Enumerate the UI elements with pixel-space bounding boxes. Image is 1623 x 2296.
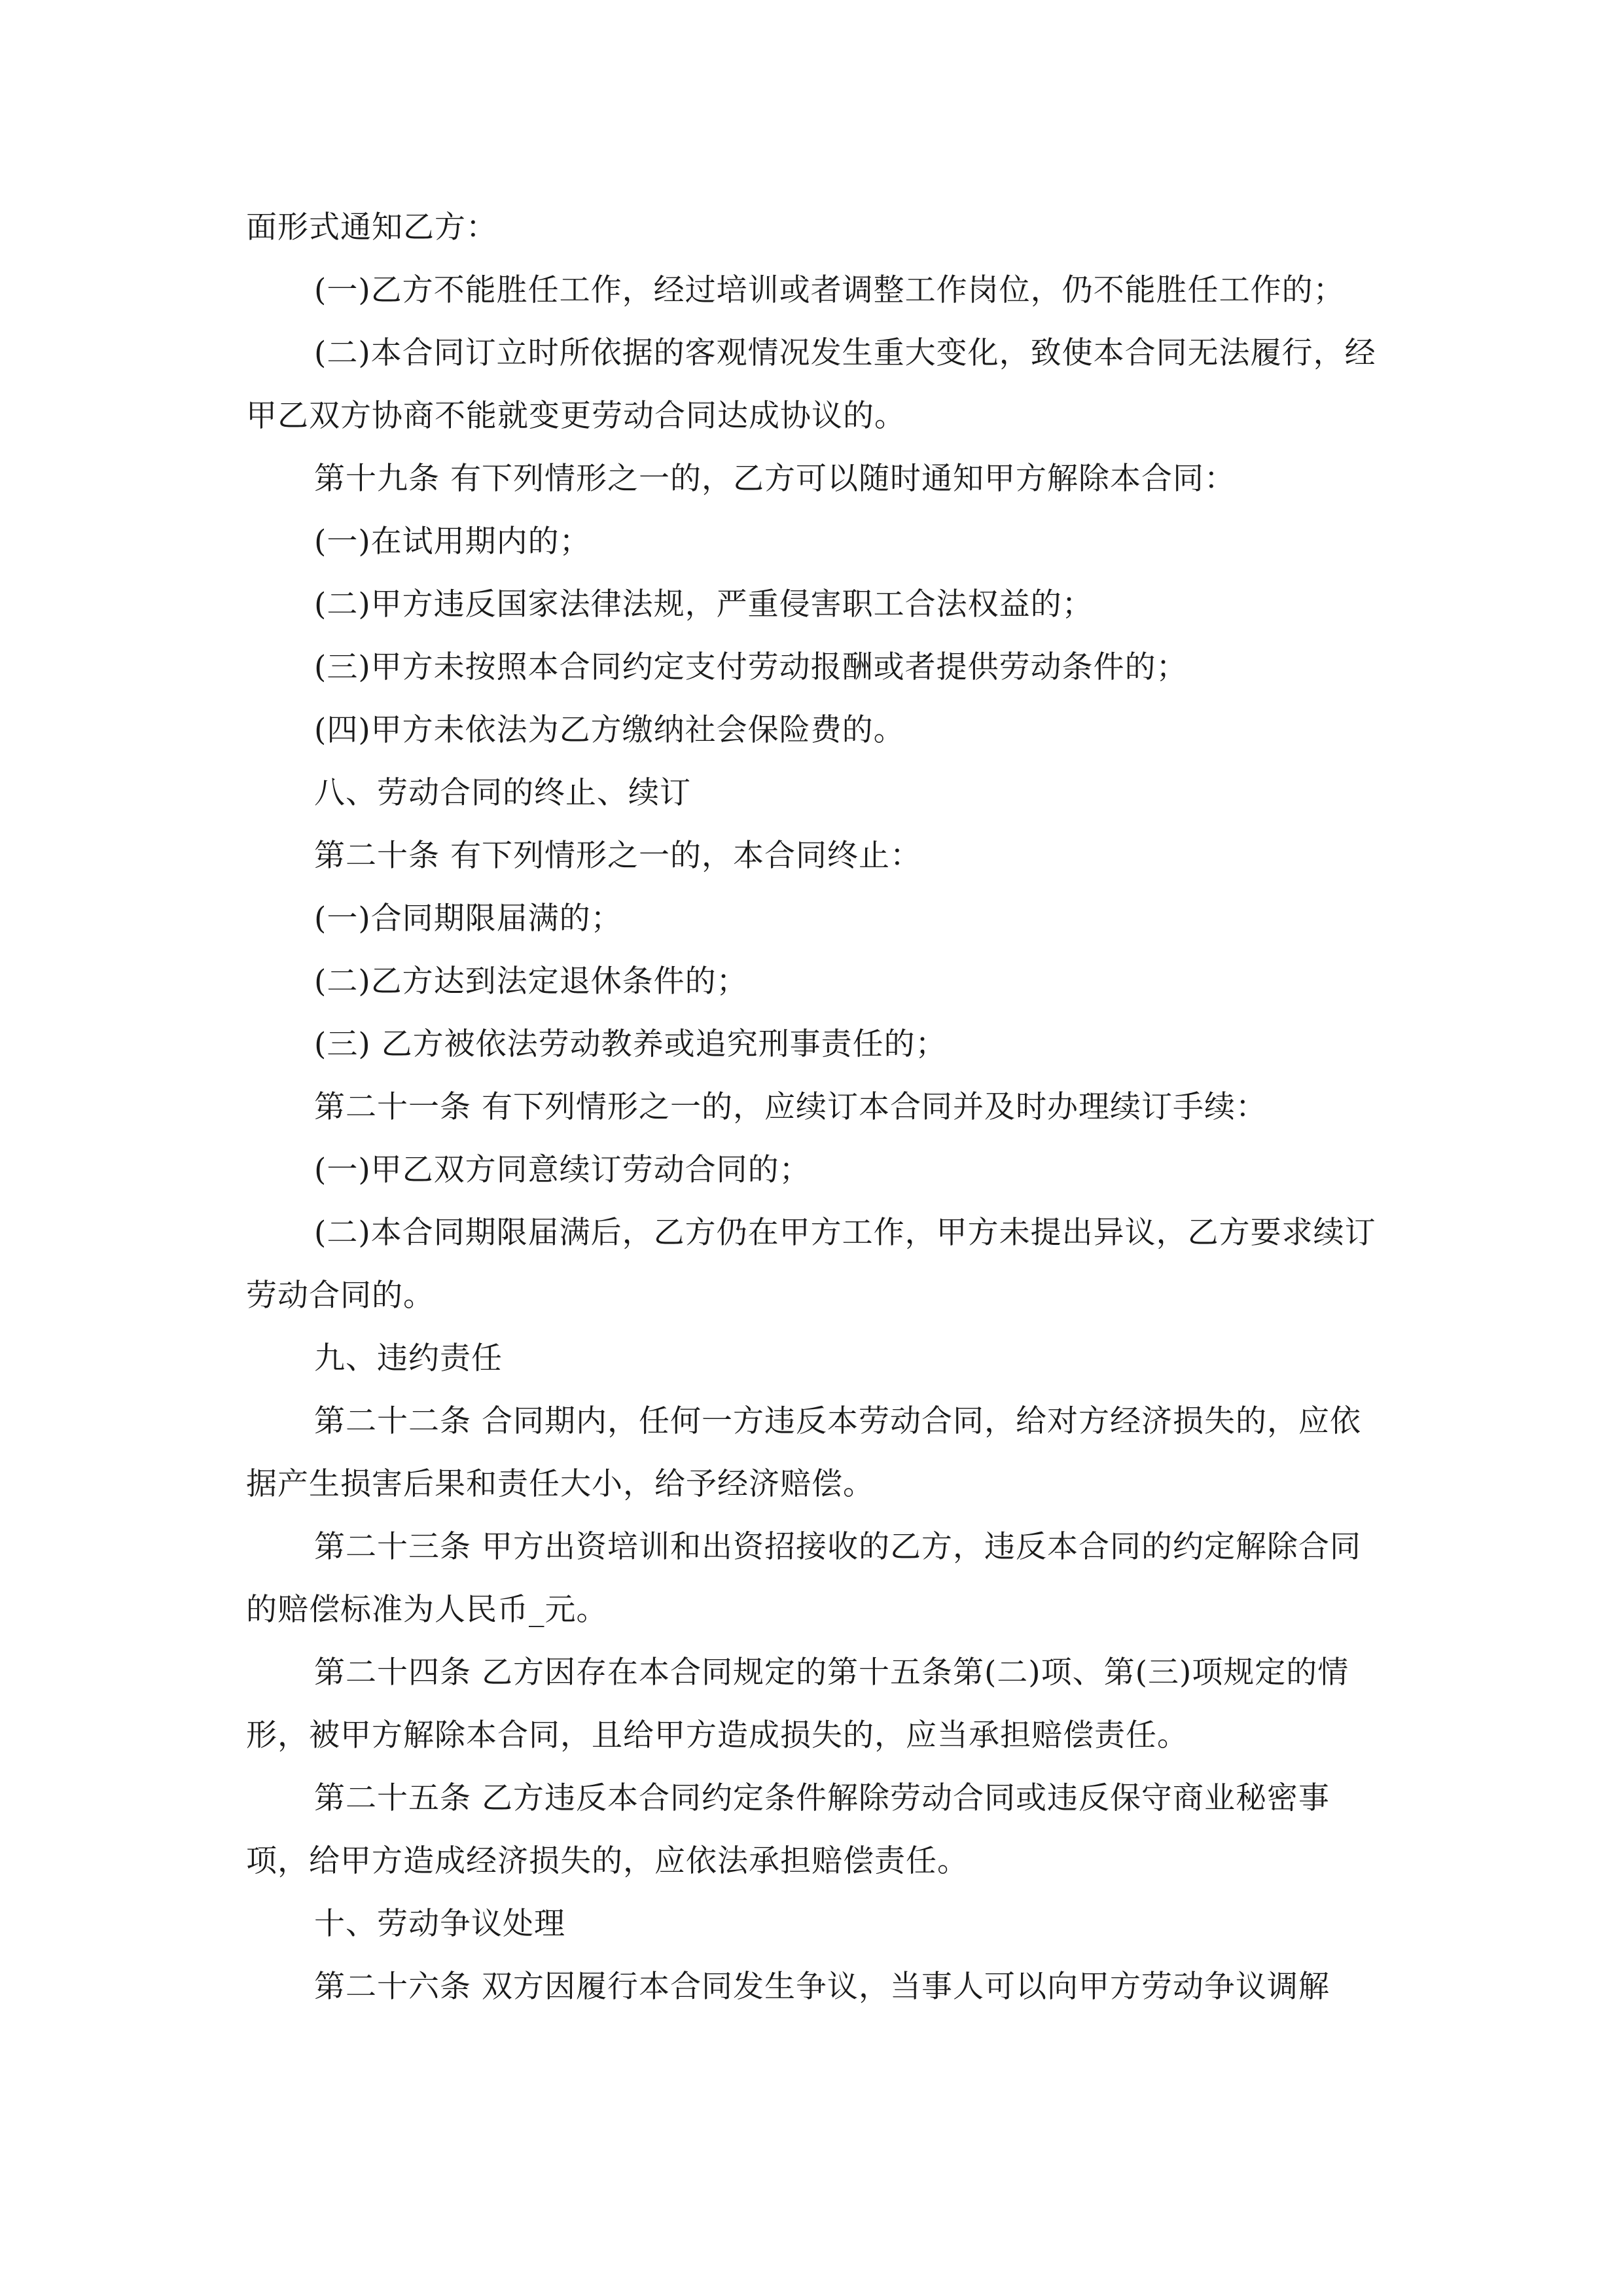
paragraph: 第二十四条 乙方因存在本合同规定的第十五条第(二)项、第(三)项规定的情形，被甲方解除本合同，且给甲方造成损失的，应当承担赔偿责任。 xyxy=(246,1655,1349,1753)
paragraph: 第二十五条 乙方违反本合同约定条件解除劳动合同或违反保守商业秘密事项，给甲方造成经济损失的，应依法承担赔偿责任。 xyxy=(246,1780,1330,1879)
section-heading: 十、劳动争议处理 xyxy=(314,1906,565,1942)
paragraph: 第二十一条 有下列情形之一的，应续订本合同并及时办理续订手续： xyxy=(314,1089,1267,1125)
paragraph: 面形式通知乙方： xyxy=(246,209,497,245)
paragraph: (二)甲方违反国家法律法规，严重侵害职工合法权益的； xyxy=(314,586,1094,622)
paragraph: (一)在试用期内的； xyxy=(314,524,591,560)
paragraph: (三) 乙方被依法劳动教养或追究刑事责任的； xyxy=(314,1026,947,1062)
paragraph: (二)本合同期限届满后，乙方仍在甲方工作，甲方未提出异议，乙方要求续订劳动合同的。 xyxy=(246,1215,1376,1314)
paragraph: (一)合同期限届满的； xyxy=(314,901,622,937)
paragraph: (二)乙方达到法定退休条件的； xyxy=(314,963,748,999)
paragraph: (三)甲方未按照本合同约定支付劳动报酬或者提供劳动条件的； xyxy=(314,649,1188,685)
paragraph: 第二十条 有下列情形之一的，本合同终止： xyxy=(314,838,921,874)
paragraph: 第二十二条 合同期内，任何一方违反本劳动合同，给对方经济损失的，应依据产生损害后果和责任大小，给予经济赔偿。 xyxy=(246,1403,1361,1502)
document-body xyxy=(246,196,1382,2018)
section-heading: 八、劳动合同的终止、续订 xyxy=(314,775,691,811)
section-heading: 九、违约责任 xyxy=(314,1340,503,1376)
paragraph: (一)乙方不能胜任工作，经过培训或者调整工作岗位，仍不能胜任工作的； xyxy=(314,272,1345,308)
paragraph: 第二十六条 双方因履行本合同发生争议，当事人可以向甲方劳动争议调解 xyxy=(314,1969,1330,2005)
paragraph: (四)甲方未依法为乙方缴纳社会保险费的。 xyxy=(314,712,905,748)
paragraph: 第十九条 有下列情形之一的，乙方可以随时通知甲方解除本合同： xyxy=(314,461,1236,497)
paragraph: (一)甲乙双方同意续订劳动合同的； xyxy=(314,1152,811,1188)
paragraph: (二)本合同订立时所依据的客观情况发生重大变化，致使本合同无法履行，经甲乙双方协商不能就变更劳动合同达成协议的。 xyxy=(246,335,1376,434)
paragraph: 第二十三条 甲方出资培训和出资招接收的乙方，违反本合同的约定解除合同的赔偿标准为人民币_元。 xyxy=(246,1529,1361,1628)
